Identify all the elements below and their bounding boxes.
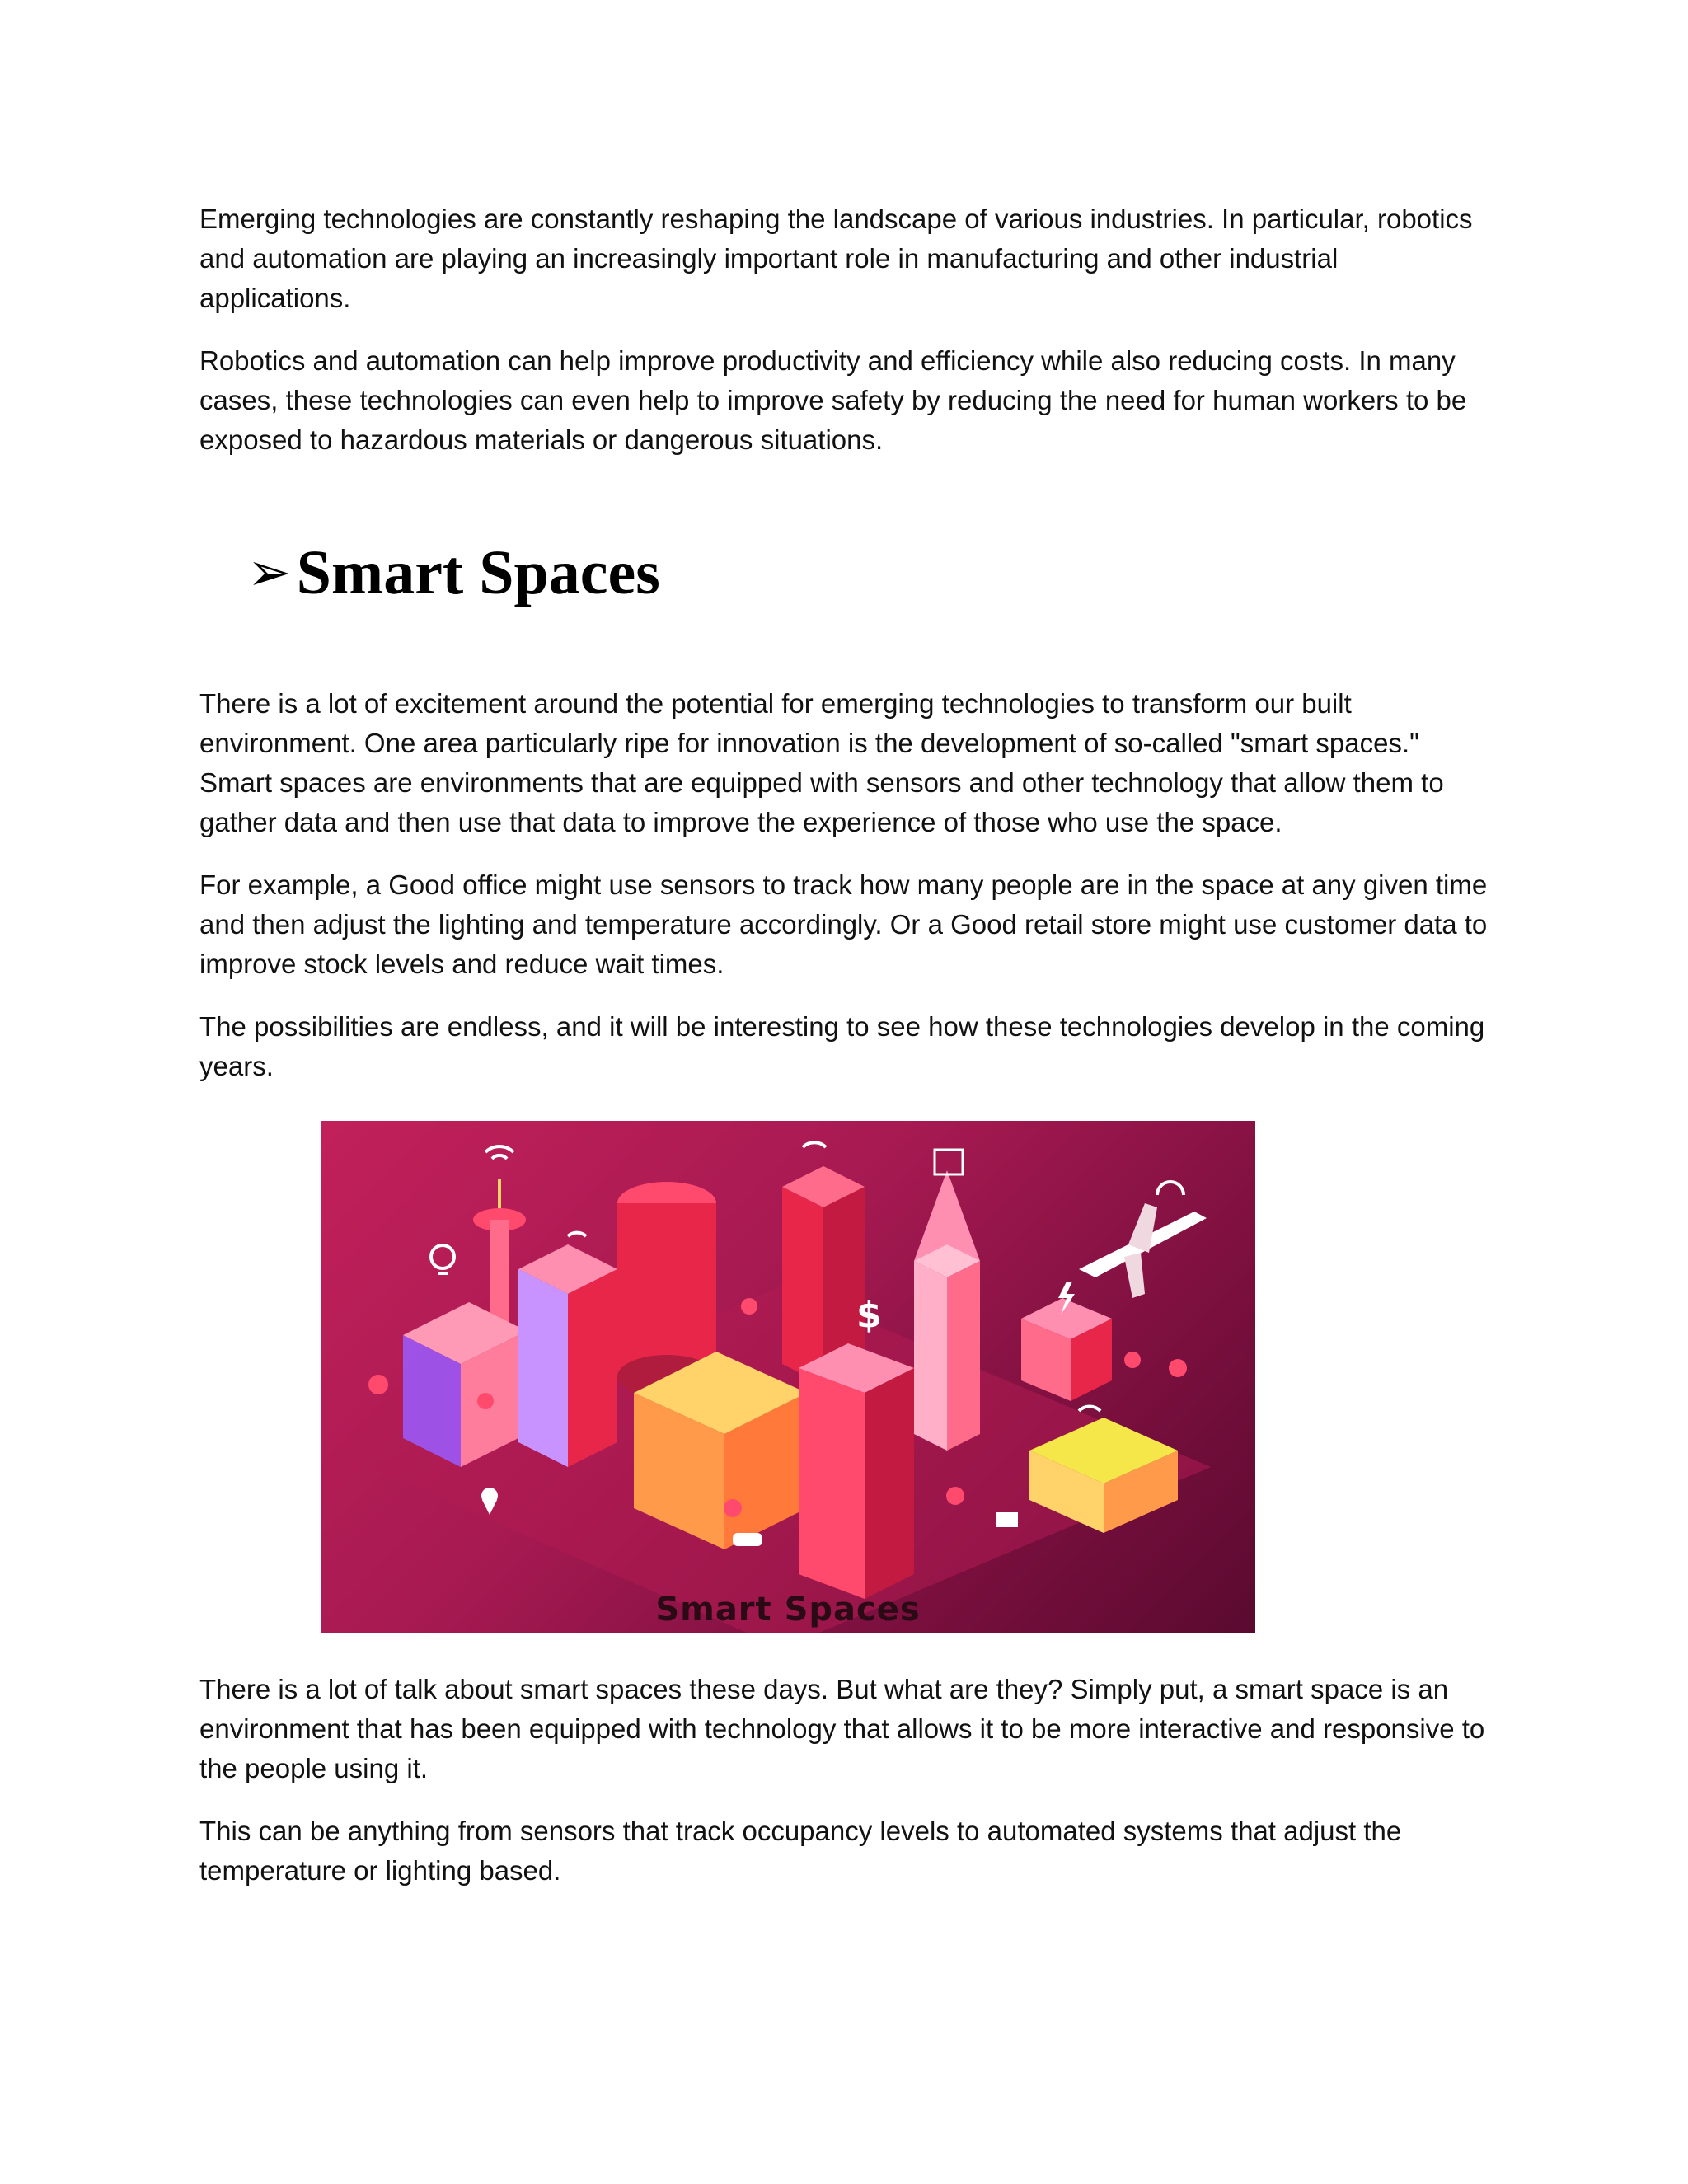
radio-tower <box>473 1179 526 1327</box>
figure-caption: Smart Spaces <box>655 1591 921 1629</box>
building-right <box>1021 1298 1112 1401</box>
section-heading <box>247 536 660 610</box>
arrow-bullet-icon: ➢ <box>247 542 292 603</box>
paragraph-excitement: There is a lot of excitement around the potential for emerging technologies to transform our built environment. One area particularly ripe for innovation is the development of so-called "smart spaces." Smart spaces are environments that are equipped with sensors and other technology that allow them to gather data and then use that data to improve the experience of those who use the space. <box>199 688 1444 837</box>
car-icon <box>733 1533 762 1546</box>
airplane-icon <box>1079 1203 1207 1298</box>
paragraph-robotics: Robotics and automation can help improve productivity and efficiency while also reducing costs. In many cases, these technologies can even help to improve safety by reducing the need for human workers to be exposed to hazardous materials or dangerous situations. <box>199 345 1467 455</box>
paragraph-intro: Emerging technologies are constantly reshaping the landscape of various industries. In particular, robotics and automation are playing an increasingly important role in manufacturing and other industrial applications. <box>199 204 1473 313</box>
building-tall-pink <box>518 1244 617 1467</box>
headset-icon <box>1157 1182 1184 1195</box>
building-orange <box>634 1352 807 1549</box>
paragraph-example: For example, a Good office might use sensors to track how many people are in the space at any given time and then adjust the lighting and temperature accordingly. Or a Good retail store might use customer data to improve stock levels and reduce wait times. <box>199 869 1488 979</box>
building-front <box>799 1343 914 1599</box>
building-left <box>403 1302 527 1467</box>
section-heading-title: Smart Spaces <box>296 538 660 607</box>
smart-spaces-illustration <box>321 1121 1255 1633</box>
elevator-icon <box>935 1150 963 1174</box>
paragraph-sensors: This can be anything from sensors that track occupancy levels to automated systems that adjust the temperature or lighting based. <box>199 1816 1402 1886</box>
building-pyramid-tower <box>914 1170 980 1451</box>
lightbulb-icon <box>431 1245 454 1273</box>
isometric-city-graphic <box>321 1121 1255 1633</box>
paragraph-possibilities: The possibilities are endless, and it will be interesting to see how these technologies develop in the coming years. <box>199 1011 1485 1081</box>
dollar-icon: $ <box>856 1294 882 1336</box>
mail-icon <box>996 1512 1018 1527</box>
paragraph-talk: There is a lot of talk about smart spaces these days. But what are they? Simply put, a smart space is an environment that has been equipped with technology that allows it to be more interactive and responsive to the people using it. <box>199 1674 1485 1783</box>
